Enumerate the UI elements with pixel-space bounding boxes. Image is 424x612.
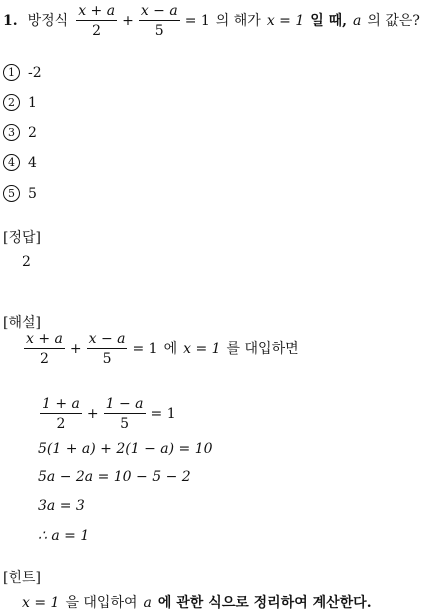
- fraction-numerator: x − a: [88, 331, 126, 347]
- solution-step-1: [38, 396, 176, 432]
- intro-fraction-2: [87, 332, 128, 366]
- explanation-intro: [22, 331, 299, 367]
- choice-marker: 2: [3, 94, 20, 111]
- fraction-denominator: 5: [102, 351, 112, 367]
- plus-sign: +: [86, 406, 99, 422]
- choice-3[interactable]: [3, 124, 37, 141]
- question-middle: 의 해가: [215, 13, 261, 29]
- choice-5[interactable]: [3, 185, 37, 202]
- step-equation-rhs: = 1: [150, 406, 176, 422]
- question-line: [3, 4, 420, 38]
- choice-marker: 3: [3, 124, 20, 141]
- choice-marker: 4: [3, 154, 20, 171]
- answer-value: 2: [22, 254, 31, 270]
- question-variable: a: [353, 13, 362, 29]
- intro-equation-rhs: = 1: [132, 341, 158, 357]
- fraction-denominator: 2: [92, 23, 102, 39]
- intro-fraction-1: [24, 332, 65, 366]
- choice-marker: 5: [3, 185, 20, 202]
- question-prefix: 방정식: [27, 13, 69, 29]
- fraction-numerator: 1 − a: [105, 396, 144, 412]
- question-suffix: 의 값은?: [367, 13, 420, 29]
- choice-value: -2: [28, 64, 42, 81]
- choice-value: 5: [28, 185, 37, 202]
- hint-line: [22, 596, 372, 610]
- equation-rhs: = 1: [184, 13, 210, 29]
- fraction-denominator: 5: [154, 23, 164, 39]
- fraction-denominator: 5: [120, 416, 130, 432]
- question-fraction-2: [139, 4, 180, 38]
- question-condition: x = 1: [266, 13, 305, 29]
- hint-text-1: 을 대입하여: [65, 595, 138, 611]
- solution-step-5: ∴ a = 1: [38, 528, 90, 544]
- fraction-denominator: 2: [39, 351, 49, 367]
- solution-step-4: 3a = 3: [38, 498, 85, 514]
- solution-step-2: 5(1 + a) + 2(1 − a) = 10: [38, 441, 213, 457]
- intro-substitution: x = 1: [183, 341, 221, 357]
- fraction-numerator: x + a: [78, 3, 116, 19]
- choice-value: 4: [28, 154, 37, 171]
- question-fraction-1: [76, 4, 117, 38]
- hint-math: x = 1: [22, 595, 60, 611]
- step-fraction-2: [104, 397, 146, 431]
- fraction-numerator: x + a: [26, 331, 63, 347]
- fraction-numerator: x − a: [140, 3, 178, 19]
- fraction-denominator: 2: [56, 416, 66, 432]
- intro-text-2: 를 대입하면: [226, 341, 299, 357]
- fraction-numerator: 1 + a: [42, 396, 80, 412]
- step-fraction-1: [40, 397, 82, 431]
- choice-1[interactable]: [3, 64, 42, 81]
- plus-sign: +: [69, 341, 82, 357]
- hint-variable: a: [143, 595, 152, 611]
- hint-label: [힌트]: [3, 570, 41, 586]
- question-number: 1.: [3, 13, 18, 29]
- question-middle2: 일 때,: [310, 13, 348, 29]
- answer-label: [정답]: [3, 230, 41, 246]
- choice-value: 1: [28, 94, 37, 111]
- intro-text-1: 에: [163, 341, 178, 357]
- hint-text-2: 에 관한 식으로 정리하여 계산한다.: [157, 595, 372, 611]
- solution-step-3: 5a − 2a = 10 − 5 − 2: [38, 469, 191, 485]
- choice-4[interactable]: [3, 154, 37, 171]
- plus-sign: +: [122, 13, 134, 29]
- choice-marker: 1: [3, 64, 20, 81]
- choice-value: 2: [28, 124, 37, 141]
- choice-2[interactable]: [3, 94, 37, 111]
- explanation-label: [해설]: [3, 315, 41, 331]
